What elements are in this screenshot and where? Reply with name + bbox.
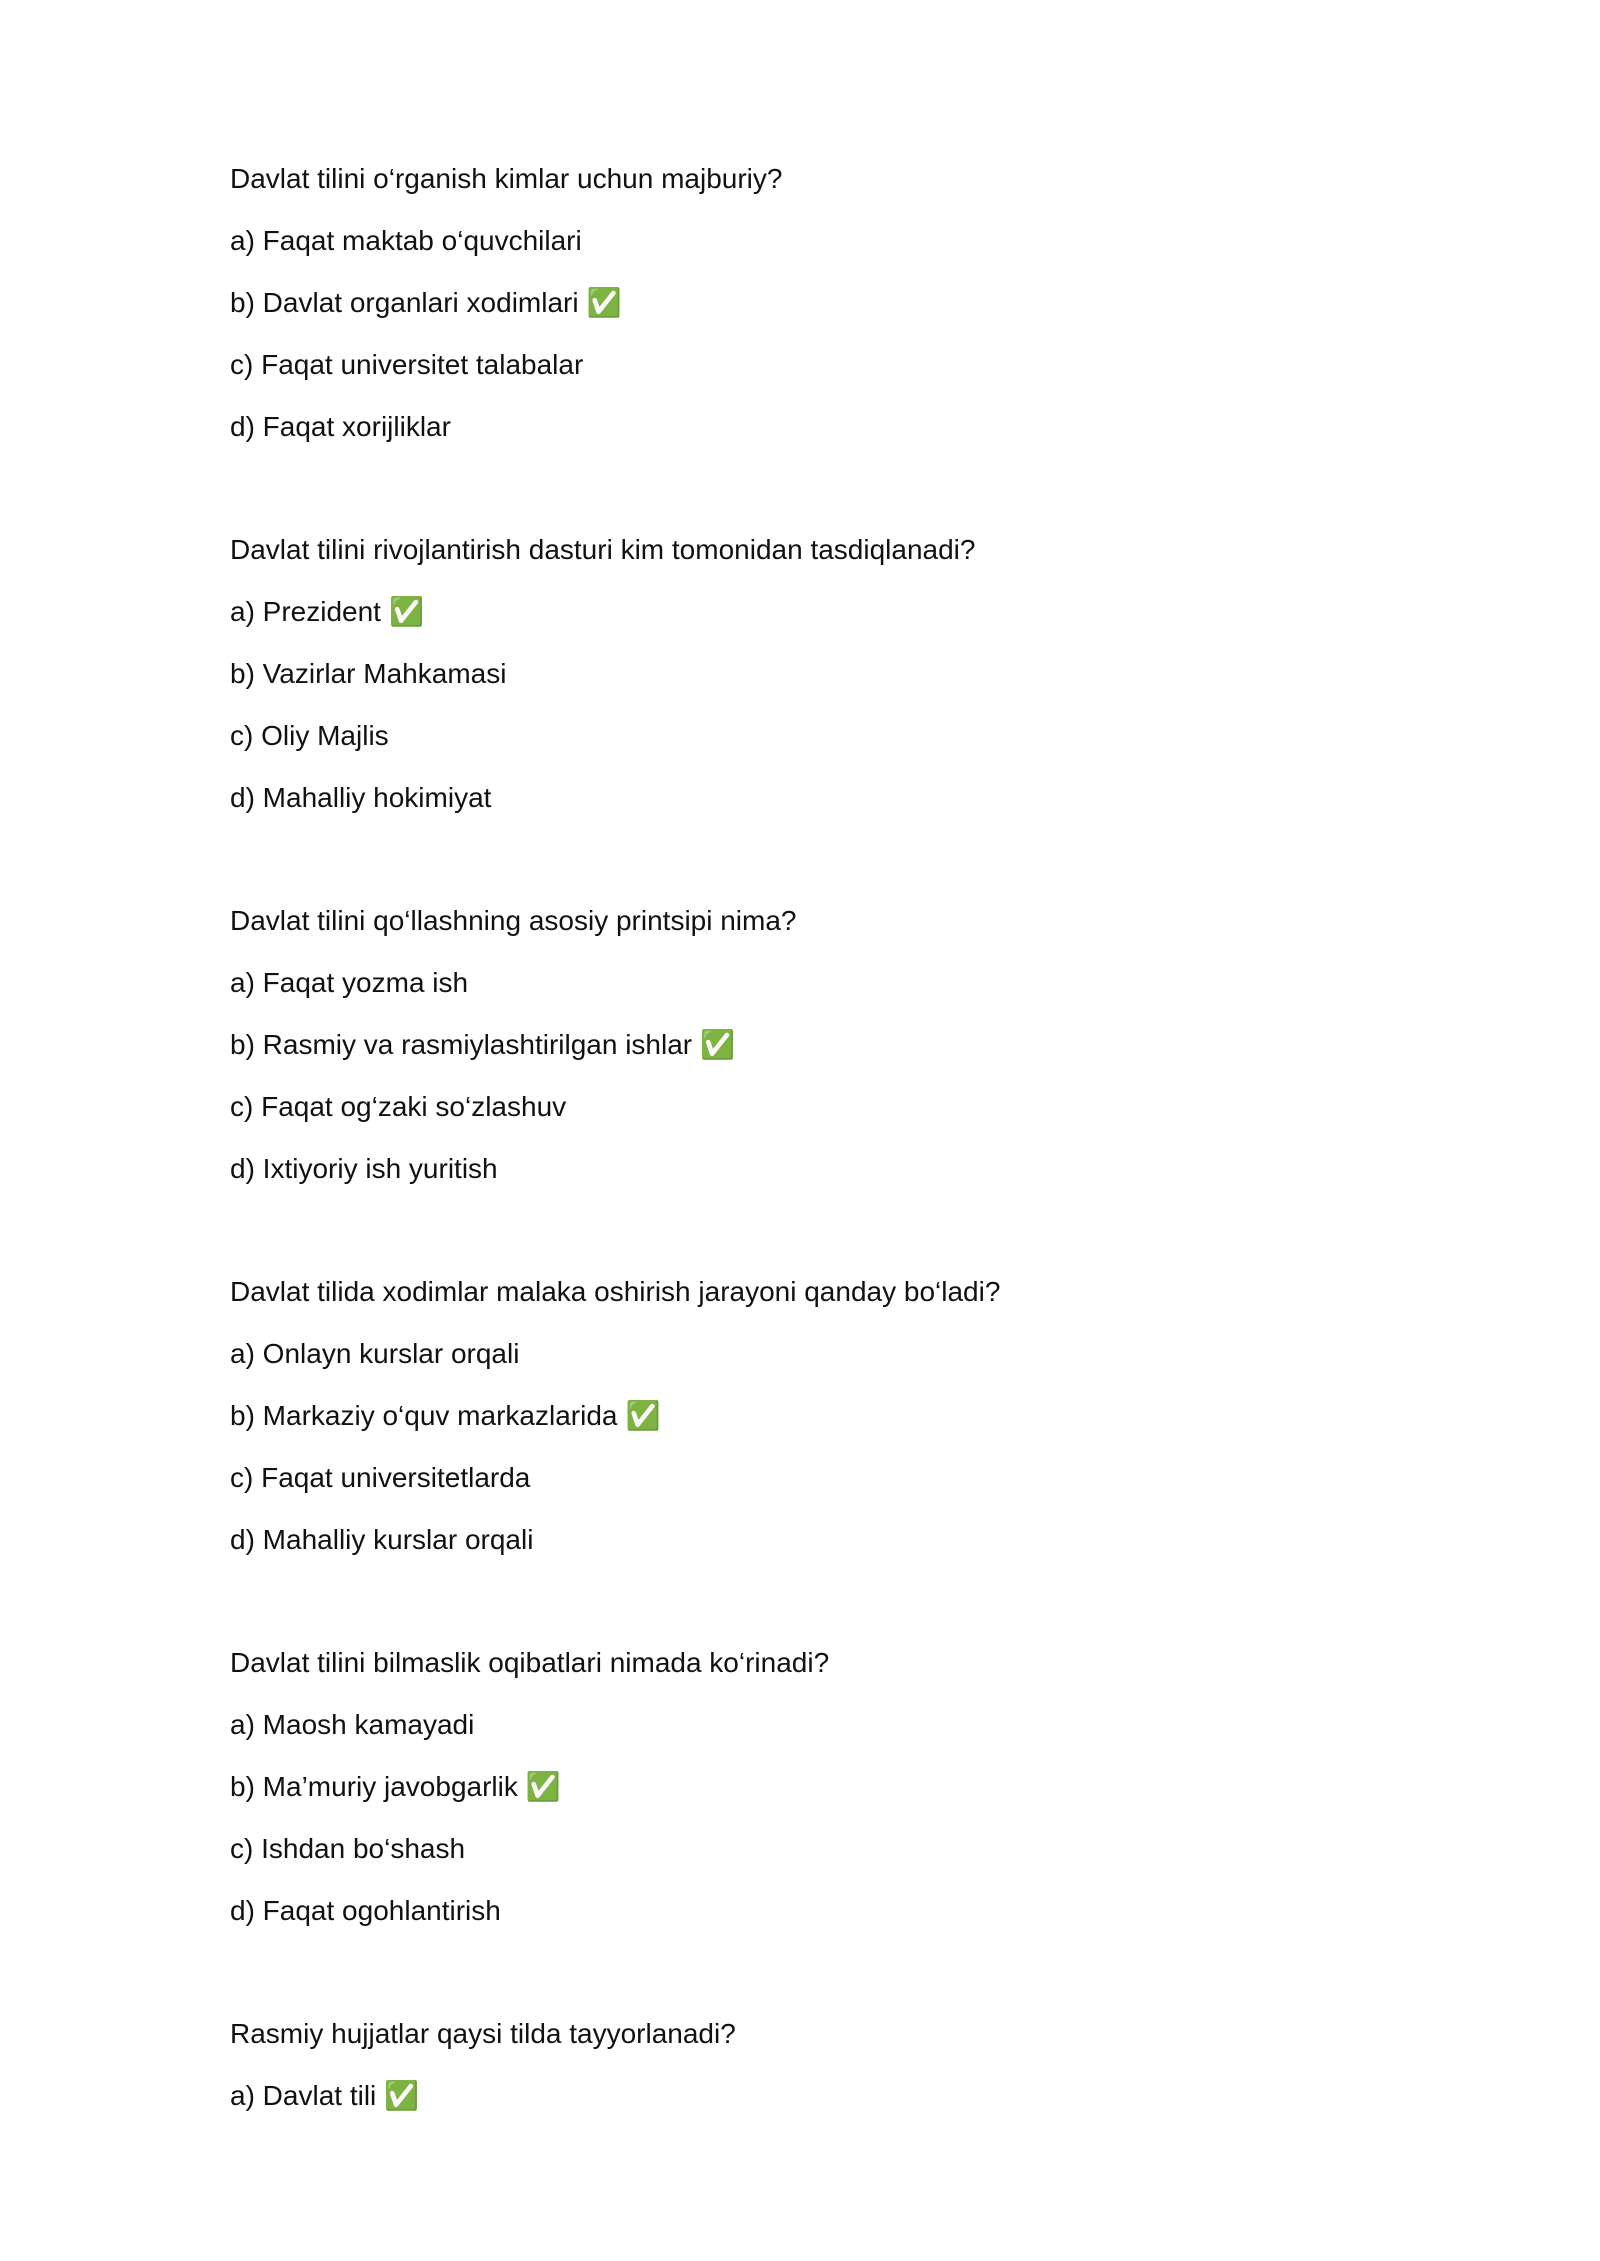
answer-option-correct	[230, 1014, 1430, 1076]
answer-option	[230, 1880, 1430, 1942]
answer-option-correct	[230, 1385, 1430, 1447]
answer-option	[230, 1694, 1430, 1756]
answer-option-text: c) Faqat og‘zaki so‘zlashuv	[230, 1091, 567, 1122]
answer-option	[230, 1076, 1430, 1138]
question-block-2	[230, 519, 1430, 829]
question-text: Davlat tilini qo‘llashning asosiy printsipi nima?	[230, 905, 797, 936]
quiz-content	[230, 148, 1430, 2188]
answer-option-text: a) Onlayn kurslar orqali	[230, 1338, 520, 1369]
answer-option-correct	[230, 581, 1430, 643]
answer-option-text: a) Prezident	[230, 596, 381, 627]
check-mark-icon: ✅	[384, 2079, 420, 2112]
answer-option-text: b) Markaziy o‘quv markazlarida	[230, 1400, 618, 1431]
answer-option-text: d) Mahalliy kurslar orqali	[230, 1524, 534, 1555]
answer-option	[230, 952, 1430, 1014]
check-mark-icon: ✅	[700, 1028, 735, 1061]
answer-option-text: a) Faqat yozma ish	[230, 967, 469, 998]
answer-option	[230, 1323, 1430, 1385]
answer-option-text: b) Vazirlar Mahkamasi	[230, 658, 507, 689]
answer-option-text: c) Faqat universitetlarda	[230, 1462, 531, 1493]
answer-option	[230, 396, 1430, 458]
answer-option-text: d) Ixtiyoriy ish yuritish	[230, 1153, 498, 1184]
question-block-1	[230, 148, 1430, 458]
answer-option	[230, 1509, 1430, 1571]
answer-option-text: d) Mahalliy hokimiyat	[230, 782, 492, 813]
check-mark-icon: ✅	[625, 1399, 661, 1432]
answer-option-text: b) Davlat organlari xodimlari	[230, 287, 579, 318]
answer-option-text: c) Ishdan bo‘shash	[230, 1833, 466, 1864]
answer-option	[230, 705, 1430, 767]
answer-option	[230, 1818, 1430, 1880]
answer-option-correct	[230, 1756, 1430, 1818]
answer-option	[230, 1138, 1430, 1200]
answer-option	[230, 767, 1430, 829]
answer-option	[230, 334, 1430, 396]
answer-option-correct	[230, 2065, 1430, 2127]
question-text: Rasmiy hujjatlar qaysi tilda tayyorlanadi?	[230, 2018, 736, 2049]
answer-option-text: d) Faqat xorijliklar	[230, 411, 451, 442]
question-block-6	[230, 2003, 1430, 2127]
answer-option-text: d) Faqat ogohlantirish	[230, 1895, 501, 1926]
question-text: Davlat tilini bilmaslik oqibatlari nimada ko‘rinadi?	[230, 1647, 830, 1678]
question-text: Davlat tilida xodimlar malaka oshirish jarayoni qanday bo‘ladi?	[230, 1276, 1001, 1307]
answer-option-text: c) Faqat universitet talabalar	[230, 349, 584, 380]
question-block-4	[230, 1261, 1430, 1571]
answer-option	[230, 210, 1430, 272]
question-block-3	[230, 890, 1430, 1200]
answer-option-text: b) Rasmiy va rasmiylashtirilgan ishlar	[230, 1029, 693, 1060]
answer-option-text: a) Faqat maktab o‘quvchilari	[230, 225, 582, 256]
question-text: Davlat tilini o‘rganish kimlar uchun majburiy?	[230, 163, 783, 194]
question-block-5	[230, 1632, 1430, 1942]
check-mark-icon: ✅	[388, 595, 424, 628]
answer-option-correct	[230, 272, 1430, 334]
answer-option-text: a) Davlat tili	[230, 2080, 377, 2111]
check-mark-icon: ✅	[586, 286, 622, 319]
answer-option-text: c) Oliy Majlis	[230, 720, 389, 751]
question-text: Davlat tilini rivojlantirish dasturi kim tomonidan tasdiqlanadi?	[230, 534, 976, 565]
check-mark-icon: ✅	[525, 1770, 561, 1803]
answer-option-text: b) Ma’muriy javobgarlik	[230, 1771, 518, 1802]
answer-option	[230, 1447, 1430, 1509]
answer-option-text: a) Maosh kamayadi	[230, 1709, 475, 1740]
answer-option	[230, 643, 1430, 705]
